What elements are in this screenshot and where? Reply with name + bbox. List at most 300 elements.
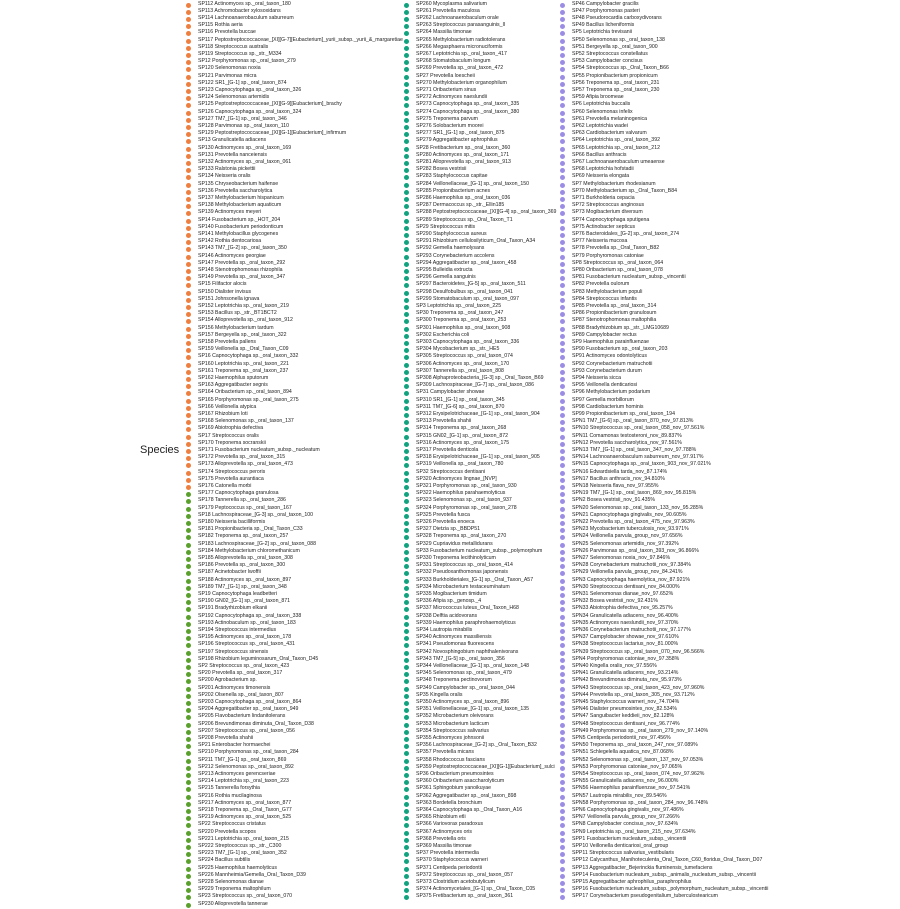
legend-marker <box>404 204 409 209</box>
legend-label: SPN25 Selenomonas artemidis_nov_97.392% <box>572 540 679 547</box>
legend-label: SPN49 Porphyromonas sp._oral_taxon_279_nov_97.140% <box>572 727 709 734</box>
legend-marker <box>404 751 409 756</box>
legend-label: SP295 Bulleidia extructa <box>416 266 473 273</box>
legend-label: SP84 Streptococcus infantis <box>572 295 637 302</box>
legend-marker <box>404 139 409 144</box>
legend-label: SP289 Streptococcus sp._Oral_Taxon_T1 <box>416 216 513 223</box>
legend-label: SPP14 Fusobacterium nucleatum_subsp._animalis_nucleatum_subsp._vincentii <box>572 871 756 878</box>
legend-marker <box>404 478 409 483</box>
legend-label: SP99 Propionibacterium sp._oral_taxon_194 <box>572 410 675 417</box>
legend-label: SP197 Streptococcus sinensis <box>198 648 269 655</box>
legend-label: SPN53 Porphyromonas catoniae_nov_97.065% <box>572 763 683 770</box>
legend-label: SP218 Treponema sp._Oral_Taxon_G77 <box>198 806 292 813</box>
legend-marker <box>186 435 191 440</box>
legend-label: SP351 Veillonellaceae_[G-1] sp._oral_taxon_135 <box>416 706 530 713</box>
legend-label: SP336 Afipia sp._genosp._4 <box>416 598 482 605</box>
legend-label: SP287 Dermacoccus sp._str._Ellin185 <box>416 202 505 209</box>
legend-marker <box>404 298 409 303</box>
legend-label: SP361 Sphingobium yanoikuyae <box>416 785 491 792</box>
legend-label: SP352 Microbacterium oleivorans <box>416 713 494 720</box>
legend-marker <box>186 24 191 29</box>
legend-label: SPN28 Corynebacterium matruchotii_nov_97.384% <box>572 562 691 569</box>
legend-label: SP275 Treponema parvum <box>416 115 478 122</box>
legend-label: SP125 Peptostreptococcaceae_[XI][G-9][Eubacterium]_brachy <box>198 101 342 108</box>
legend-label: SPN27 Selenomonas noxia_nov_97.846% <box>572 554 671 561</box>
legend-label: SP98 Cardiobacterium hominis <box>572 403 644 410</box>
legend-marker <box>404 852 409 857</box>
legend-label: SP270 Methylobacterium organophilum <box>416 79 507 86</box>
legend-label: SP310 SR1_[G-1] sp._oral_taxon_345 <box>416 396 505 403</box>
legend-label: SP202 Olsenella sp._oral_taxon_807 <box>198 691 284 698</box>
legend-marker <box>404 46 409 51</box>
legend-marker <box>560 233 565 238</box>
legend-label: SP367 Actinomyces oris <box>416 828 472 835</box>
legend-marker <box>186 377 191 382</box>
legend-marker <box>560 888 565 893</box>
legend-marker <box>404 867 409 872</box>
legend-label: SP130 Actinomyces sp._oral_taxon_169 <box>198 144 292 151</box>
legend-label: SP207 Streptococcus sp._oral_taxon_056 <box>198 727 295 734</box>
legend-label: SP76 Bacteroidales_[G-2] sp._oral_taxon_274 <box>572 230 679 237</box>
legend-label: SP204 Aggregatibacter sp._oral_taxon_949 <box>198 706 299 713</box>
legend-marker <box>186 427 191 432</box>
legend-marker <box>404 881 409 886</box>
legend-label: SP328 Treponema sp._oral_taxon_270 <box>416 533 507 540</box>
legend-label: SP59 Afipia broomeae <box>572 94 624 101</box>
legend-marker <box>186 759 191 764</box>
legend-label: SP180 Neisseria bacilliformis <box>198 518 266 525</box>
legend-marker <box>560 334 565 339</box>
legend-marker <box>186 643 191 648</box>
legend-marker <box>186 708 191 713</box>
legend-marker <box>186 478 191 483</box>
legend-marker <box>186 211 191 216</box>
legend-label: SP181 Propionibacteria sp._Oral_Taxon_C33 <box>198 526 303 533</box>
legend-label: SP86 Propionibacterium granulosum <box>572 310 657 317</box>
legend-marker <box>560 535 565 540</box>
legend-label: SP148 Stenotrophomonas rhizophila <box>198 266 283 273</box>
legend-label: SP78 Prevotella sp._Oral_Taxon_B82 <box>572 245 660 252</box>
legend-marker <box>404 449 409 454</box>
legend-label: SP32 Streptococcus dentisani <box>416 468 486 475</box>
legend-label: SP301 Haemophilus sp._oral_taxon_908 <box>416 324 511 331</box>
legend-marker <box>560 809 565 814</box>
legend-marker <box>404 507 409 512</box>
legend-label: SPN50 Treponema sp._oral_taxon_247_nov_97.089% <box>572 742 698 749</box>
legend-marker <box>186 103 191 108</box>
legend-label: SPN48 Streptococcus dentisani_nov_96.774% <box>572 720 680 727</box>
legend-marker <box>404 636 409 641</box>
legend-marker <box>404 499 409 504</box>
legend-marker <box>404 89 409 94</box>
legend-label: SP113 Achromobacter xylosoxidans <box>198 7 281 14</box>
legend-label: SP350 Actinomyces sp._oral_taxon_896 <box>416 698 510 705</box>
legend-label: SP341 Pseudomonas fluorescens <box>416 641 495 648</box>
legend-label: SP196 Streptococcus sp._oral_taxon_431 <box>198 641 295 648</box>
legend-label: SP221 Leptotrichia sp._oral_taxon_215 <box>198 835 289 842</box>
legend-marker <box>560 190 565 195</box>
legend-label: SP211 TM7_[G-1] sp._oral_taxon_869 <box>198 756 287 763</box>
legend-marker <box>186 46 191 51</box>
legend-label: SP325 Prevotella fusca <box>416 511 470 518</box>
legend-label: SP27 Prevotella loescheii <box>416 72 475 79</box>
legend-label: SPN45 Staphylococcus warneri_nov_74.704% <box>572 698 680 705</box>
legend-marker <box>186 658 191 663</box>
legend-label: SP87 Stenotrophomonas maltophilia <box>572 317 657 324</box>
legend-label: SP219 Actinomyces sp._oral_taxon_525 <box>198 814 292 821</box>
legend-marker <box>186 139 191 144</box>
legend-label: SP174 Streptococcus peroris <box>198 468 266 475</box>
legend-marker <box>560 247 565 252</box>
legend-marker <box>560 82 565 87</box>
legend-marker <box>560 564 565 569</box>
legend-marker <box>404 211 409 216</box>
legend-label: SP288 Peptostreptococcaceae_[XI][G-4] sp._oral_taxon_369 <box>416 209 557 216</box>
legend-label: SP149 Prevotella sp._oral_taxon_347 <box>198 274 286 281</box>
legend-label: SP368 Prevotella oris <box>416 835 466 842</box>
legend-label: SP142 Rothia dentocariosa <box>198 238 262 245</box>
legend-label: SP343 TM7_[G-5] sp._oral_taxon_356 <box>416 655 505 662</box>
legend-marker <box>404 31 409 36</box>
legend-marker <box>404 651 409 656</box>
legend-label: SP132 Actinomyces sp._oral_taxon_061 <box>198 158 292 165</box>
legend-marker <box>186 82 191 87</box>
legend-label: SP170 Treponema socranskii <box>198 439 266 446</box>
legend-label: SP162 Haemophilus sputorum <box>198 374 269 381</box>
legend-marker <box>404 39 409 44</box>
legend-marker <box>560 492 565 497</box>
legend-label: SP36 Oribacterium pneumosintes <box>416 770 494 777</box>
legend-label: SP53 Campylobacter concisus <box>572 58 643 65</box>
legend-marker <box>560 276 565 281</box>
legend-label: SPP12 Calycanthus_Manihoteculenta_Oral_Taxon_C60_floridus_Oral_Taxon_D07 <box>572 857 763 864</box>
legend-marker <box>404 291 409 296</box>
legend-label: SP279 Aggregatibacter aphrophilus <box>416 137 498 144</box>
legend-label: SP5 Leptotrichia trevisanii <box>572 29 632 36</box>
legend-label: SP115 Rothia aeria <box>198 22 243 29</box>
legend-label: SP309 Lachnospiraceae_[G-7] sp._oral_taxon_086 <box>416 382 534 389</box>
legend-label: SP49 Bacillus licheniformis <box>572 22 635 29</box>
legend-marker <box>560 89 565 94</box>
legend-label: SP60 Selenomonas infelix <box>572 108 633 115</box>
legend-label: SP91 Actinomyces odontolyticus <box>572 353 647 360</box>
legend-marker <box>560 780 565 785</box>
legend-label: SP213 Actinomyces gerencseriae <box>198 770 276 777</box>
legend-marker <box>560 240 565 245</box>
legend-label: SPP10 Veillonella denticariosi_oral_group <box>572 842 669 849</box>
legend-label: SP67 Lachnoanaerobaculum umeaense <box>572 158 665 165</box>
legend-label: SP118 Streptococcus australis <box>198 43 269 50</box>
legend-marker <box>560 46 565 51</box>
legend-marker <box>186 651 191 656</box>
legend-marker <box>404 276 409 281</box>
legend-marker <box>560 550 565 555</box>
legend-marker <box>404 859 409 864</box>
legend-label: SPN13 TM7_[G-1] sp._oral_taxon_347_nov_97.788% <box>572 446 697 453</box>
legend-marker <box>186 456 191 461</box>
legend-marker <box>404 708 409 713</box>
legend-marker <box>404 355 409 360</box>
legend-label: SP304 Mycobacterium sp._str._HE5 <box>416 346 500 353</box>
legend-marker <box>560 10 565 15</box>
legend-marker <box>186 795 191 800</box>
legend-label: SP85 Prevotella sp._oral_taxon_314 <box>572 302 657 309</box>
legend-label: SP173 Alloprevotella sp._oral_taxon_473 <box>198 461 293 468</box>
legend-label: SP34 Lautropia mirabilis <box>416 626 473 633</box>
legend-label: SP264 Massilia timonae <box>416 29 472 36</box>
legend-label: SP64 Leptotrichia sp._oral_taxon_392 <box>572 137 660 144</box>
legend-label: SP307 Tannerella sp._oral_taxon_808 <box>416 367 504 374</box>
legend-marker <box>560 31 565 36</box>
legend-label: SPN38 Streptococcus lactarius_nov_81.000% <box>572 641 679 648</box>
legend-label: SP6 Leptotrichia buccalis <box>572 101 631 108</box>
legend-marker <box>404 514 409 519</box>
legend-label: SP216 Rothia mucilaginosa <box>198 792 262 799</box>
legend-marker <box>186 204 191 209</box>
legend-marker <box>560 679 565 684</box>
legend-marker <box>560 593 565 598</box>
legend-marker <box>560 744 565 749</box>
legend-label: SP303 Capnocytophaga sp._oral_taxon_336 <box>416 338 520 345</box>
legend-label: SP88 Bradyrhizobium sp._str._LMG10689 <box>572 324 669 331</box>
legend-marker <box>404 319 409 324</box>
legend-label: SP205 Flavobacterium lindanitolerans <box>198 713 286 720</box>
legend-marker <box>186 197 191 202</box>
legend-marker <box>560 723 565 728</box>
legend-label: SP94 Neisseria sicca <box>572 374 622 381</box>
legend-label: SP56 Treponema sp._oral_taxon_231 <box>572 79 660 86</box>
legend-marker <box>560 319 565 324</box>
legend-marker <box>560 67 565 72</box>
legend-marker <box>560 874 565 879</box>
legend-marker <box>186 226 191 231</box>
legend-marker <box>186 406 191 411</box>
legend-marker <box>560 39 565 44</box>
legend-label: SP31 Campylobacter showae <box>416 389 485 396</box>
legend-label: SP321 Porphyromonas sp._oral_taxon_930 <box>416 482 517 489</box>
legend-label: SPN21 Capnocytophaga gingivalis_nov_90.605% <box>572 511 687 518</box>
legend-marker <box>560 427 565 432</box>
legend-marker <box>404 399 409 404</box>
legend-label: SP90 Fusobacterium sp._oral_taxon_203 <box>572 346 668 353</box>
legend-marker <box>404 348 409 353</box>
legend-marker <box>560 838 565 843</box>
legend-marker <box>560 571 565 576</box>
legend-marker <box>404 219 409 224</box>
legend-label: SP284 Veillonellaceae_[G-1] sp._oral_taxon_150 <box>416 180 530 187</box>
legend-label: SP18 Lachnospiraceae_[G-3] sp._oral_taxon_100 <box>198 511 314 518</box>
legend-label: SP230 Alloprevotella tannerae <box>198 900 268 907</box>
legend-marker <box>560 615 565 620</box>
legend-marker <box>560 643 565 648</box>
legend-marker <box>186 463 191 468</box>
legend-label: SP299 Stomatobaculum sp._oral_taxon_097 <box>416 295 519 302</box>
legend-marker <box>186 492 191 497</box>
legend-marker <box>404 694 409 699</box>
legend-label: SP7 Methylobacterium rhodesianum <box>572 180 656 187</box>
legend-marker <box>560 708 565 713</box>
legend-marker <box>186 766 191 771</box>
legend-label: SP267 Leptotrichia sp._oral_taxon_417 <box>416 50 507 57</box>
legend-marker <box>404 766 409 771</box>
legend-marker <box>404 262 409 267</box>
legend-label: SP268 Stomatobaculum longum <box>416 58 491 65</box>
legend-label: SP15 Filifactor alocis <box>198 281 247 288</box>
legend-label: SP50 Selenomonas sp._oral_taxon_138 <box>572 36 665 43</box>
legend-label: SP66 Bacillus anthracis <box>572 151 627 158</box>
legend-label: SPN54 Streptococcus sp._oral_taxon_074_nov_97.962% <box>572 770 705 777</box>
legend-label: SP178 Tannerella sp._oral_taxon_286 <box>198 497 286 504</box>
legend-marker <box>404 809 409 814</box>
legend-marker <box>186 787 191 792</box>
legend-marker <box>404 255 409 260</box>
legend-label: SPN52 Selenomonas sp._oral_taxon_137_nov_97.053% <box>572 756 704 763</box>
legend-label: SP47 Porphyromonas pasteri <box>572 7 640 14</box>
legend-label: SP369 Massilia timonae <box>416 842 472 849</box>
legend-label: SP298 Desulfobulbus sp._oral_taxon_041 <box>416 288 513 295</box>
legend-label: SP374 Actinomycetales_[G-1] sp._Oral_Taxon_C05 <box>416 886 536 893</box>
legend-label: SPN23 Mycobacterium tuberculosis_nov_93.971% <box>572 526 689 533</box>
legend-label: SPN22 Prevotella sp._oral_taxon_475_nov_97.963% <box>572 518 695 525</box>
legend-label: SP356 Lachnospiraceae_[G-2] sp._Oral_Taxon_B32 <box>416 742 537 749</box>
legend-marker <box>404 600 409 605</box>
legend-marker <box>186 471 191 476</box>
legend-label: SP323 Selenomonas sp._oral_taxon_937 <box>416 497 512 504</box>
legend-marker <box>560 831 565 836</box>
legend-marker <box>404 67 409 72</box>
legend-label: SP65 Leptotrichia sp._oral_taxon_212 <box>572 144 660 151</box>
legend-marker <box>404 543 409 548</box>
legend-marker <box>186 564 191 569</box>
legend-label: SP324 Porphyromonas sp._oral_taxon_278 <box>416 504 517 511</box>
legend-marker <box>186 348 191 353</box>
legend-marker <box>404 147 409 152</box>
legend-marker <box>404 665 409 670</box>
legend-label: SP320 Actinomyces lingnae_[NVP] <box>416 475 497 482</box>
legend-marker <box>560 463 565 468</box>
legend-label: SP263 Streptococcus parasanguinis_II <box>416 22 506 29</box>
legend-marker <box>560 384 565 389</box>
legend-label: SP186 Prevotella sp._oral_taxon_300 <box>198 562 286 569</box>
legend-marker <box>186 247 191 252</box>
legend-label: SP92 Corynebacterium matruchotii <box>572 360 653 367</box>
legend-marker <box>560 557 565 562</box>
legend-marker <box>560 449 565 454</box>
legend-marker <box>186 859 191 864</box>
legend-label: SP14 Fusobacterium sp._HOT_204 <box>198 216 281 223</box>
legend-label: SP46 Campylobacter gracilis <box>572 0 639 7</box>
legend-marker <box>404 715 409 720</box>
legend-marker <box>560 391 565 396</box>
legend-marker <box>404 823 409 828</box>
legend-marker <box>560 730 565 735</box>
legend-label: SPP13 Aggregatibacter_Bejerinckia fluminensis_tumefaciens <box>572 864 713 871</box>
legend-marker <box>560 795 565 800</box>
legend-label: SP141 Methylobacillus glycogenes <box>198 230 279 237</box>
legend-label: SP190 GN02_[G-1] sp._oral_taxon_871 <box>198 598 290 605</box>
legend-label: SPN7 Veillonella parvula_group_nov_97.266% <box>572 814 680 821</box>
legend-marker <box>186 636 191 641</box>
legend-label: SP262 Lachnoanaerobaculum orale <box>416 14 499 21</box>
legend-marker <box>186 233 191 238</box>
legend-marker <box>560 75 565 80</box>
legend-label: SP17 Streptococcus oralis <box>198 432 259 439</box>
legend-label: SP119 Streptococcus sp._str._M334 <box>198 50 282 57</box>
legend-label: SP222 Streptococcus sp._str._C300 <box>198 842 282 849</box>
legend-marker <box>404 168 409 173</box>
legend-marker <box>404 327 409 332</box>
legend-label: SP340 Actinomyces massiliensis <box>416 634 492 641</box>
legend-label: SP165 Porphyromonas sp._oral_taxon_275 <box>198 396 299 403</box>
legend-marker <box>186 442 191 447</box>
legend-marker <box>560 852 565 857</box>
legend-label: SP152 Leptotrichia sp._oral_taxon_219 <box>198 302 289 309</box>
legend-marker <box>186 730 191 735</box>
legend-marker <box>560 442 565 447</box>
legend-label: SP120 Selenomonas noxia <box>198 65 261 72</box>
legend-label: SP315 GN02_[G-1] sp._oral_taxon_872 <box>416 432 508 439</box>
legend-marker <box>404 672 409 677</box>
legend-label: SP371 Centipeda periodontii <box>416 864 483 871</box>
legend-marker <box>186 888 191 893</box>
legend-label: SP362 Aggregatibacter sp._oral_taxon_898 <box>416 792 517 799</box>
legend-marker <box>560 823 565 828</box>
legend-label: SP316 Actinomyces sp._oral_taxon_175 <box>416 439 510 446</box>
legend-label: SP137 Methylobacterium hispanicum <box>198 194 284 201</box>
legend-marker <box>560 672 565 677</box>
legend-label: SP372 Streptococcus sp._oral_taxon_057 <box>416 871 513 878</box>
legend-label: SPN46 Dialister pneumosintes_nov_82.534% <box>572 706 677 713</box>
legend-marker <box>186 600 191 605</box>
legend-label: SP228 Selenomonas dianae <box>198 878 264 885</box>
legend-label: SP48 Pseudorocardia carboxydivorans <box>572 14 662 21</box>
legend-label: SP360 Oribacterium asaccharolyticum <box>416 778 505 785</box>
legend-label: SP143 TM7_[G-2] sp._oral_taxon_350 <box>198 245 287 252</box>
legend-label: SP297 Bacteroidetes_[G-5] sp._oral_taxon_511 <box>416 281 526 288</box>
legend-marker <box>404 795 409 800</box>
legend-label: SP229 Treponema maltophilum <box>198 886 271 893</box>
legend-marker <box>186 75 191 80</box>
legend-label: SP12 Porphyromonas sp._oral_taxon_279 <box>198 58 296 65</box>
legend-marker <box>186 802 191 807</box>
legend-label: SP74 Capnocytophaga sputigena <box>572 216 650 223</box>
legend-label: SP363 Bordetella bronchium <box>416 799 483 806</box>
legend-marker <box>186 773 191 778</box>
legend-label: SP159 Veillonella sp._Oral_Taxon_C09 <box>198 346 289 353</box>
legend-marker <box>186 67 191 72</box>
legend-marker <box>560 204 565 209</box>
legend-label: SP82 Prevotella oulorum <box>572 281 630 288</box>
legend-marker <box>560 161 565 166</box>
legend-label: SP285 Propionibacterium acnes <box>416 187 491 194</box>
legend-label: SP150 Dialister invisus <box>198 288 252 295</box>
legend-label: SPN31 Selenomonas dianae_nov_97.652% <box>572 590 674 597</box>
legend-label: SP124 Selenomonas artemidis <box>198 94 270 101</box>
legend-marker <box>404 427 409 432</box>
legend-label: SP89 Campylobacter rectus <box>572 331 637 338</box>
legend-marker <box>560 759 565 764</box>
legend-label: SP366 Variovorax paradoxus <box>416 821 484 828</box>
legend-marker <box>404 111 409 116</box>
legend-label: SP134 Neisseria oralis <box>198 173 251 180</box>
legend-label: SP225 Haemophilus haemolyticus <box>198 864 278 871</box>
legend-label: SP3 Leptotrichia sp._oral_taxon_225 <box>416 302 502 309</box>
legend-label: SP157 Bergeyella sp._oral_taxon_322 <box>198 331 287 338</box>
legend-label: SP203 Capnocytophaga sp._oral_taxon_864 <box>198 698 302 705</box>
legend-label: SP139 Actinomyces meyeri <box>198 209 262 216</box>
legend-label: SP193 Actinobaculum sp._oral_taxon_183 <box>198 619 296 626</box>
legend-marker <box>560 665 565 670</box>
